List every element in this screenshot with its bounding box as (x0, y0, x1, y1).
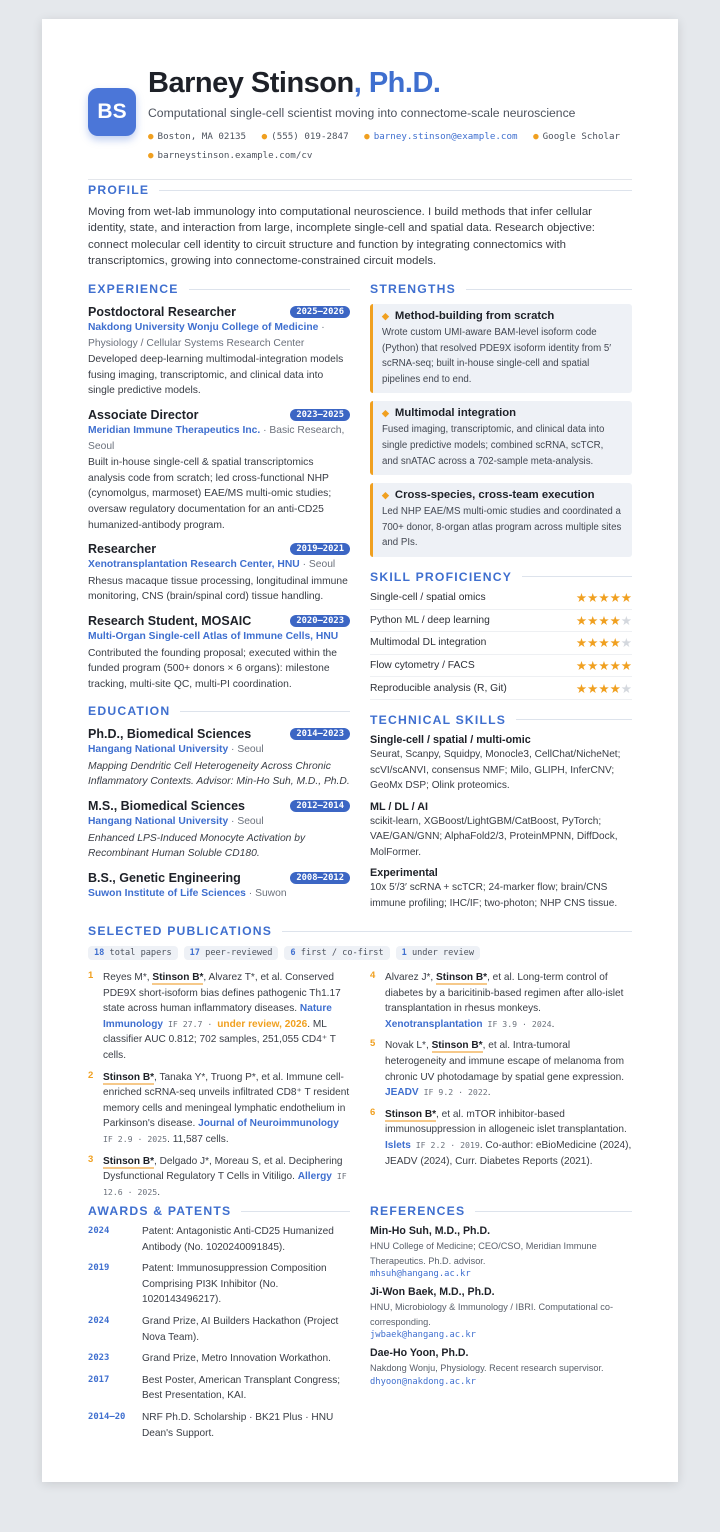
employer (88, 423, 350, 454)
citation-tail: . 11,587 cells. (167, 1133, 229, 1145)
award-year: 2023 (88, 1353, 110, 1364)
publication-citation (385, 970, 632, 1032)
award-year: 2024 (88, 1226, 110, 1236)
publication-item (88, 1154, 350, 1201)
school-location: · Suwon (245, 887, 287, 899)
star-filled-icon: ★ (609, 681, 621, 696)
name-text: Barney Stinson (148, 67, 354, 99)
contact-website-link[interactable]: ● barneystinson.example.com/cv (148, 150, 313, 161)
award-item (88, 1261, 350, 1308)
reference-entry (370, 1286, 632, 1340)
strength-title: Method-building from scratch (394, 310, 555, 322)
stat-number: 6 (290, 948, 296, 958)
reference-email-link[interactable]: mhsuh@hangang.ac.kr (370, 1269, 471, 1280)
reference-name: Dae-Ho Yoon, Ph.D. (370, 1347, 469, 1360)
section-title-strengths: STRENGTHS (370, 282, 632, 296)
right-column (370, 282, 632, 912)
section-title-publications: SELECTED PUBLICATIONS (88, 924, 632, 938)
references-section (370, 1204, 632, 1387)
bullet-icon: ● (148, 131, 154, 142)
profile-text: Moving from wet-lab immunology into computational neuroscience. I build methods that infer cellular identity, state, and interaction from large, incomplete single-cell and spatial data. Research objective: connect molecular cell identity to circuit structure and function by integrating connectomics with transcriptomics, growing into connectome-constrained circuit models. (88, 206, 595, 268)
resume-header (88, 19, 632, 179)
citation-tail: . (157, 1186, 161, 1198)
strength-title: Multimodal integration (394, 407, 517, 420)
references-list (370, 1225, 632, 1387)
school (88, 814, 350, 830)
journal-link[interactable]: Allergy (297, 1171, 332, 1183)
award-item (88, 1351, 350, 1367)
skill-row (370, 655, 632, 678)
tagline: Computational single-cell scientist moving into connectome-scale neuroscience (148, 106, 576, 120)
section-title-profile: PROFILE (88, 183, 632, 197)
experience-entry (88, 542, 350, 605)
skill-row (370, 587, 632, 610)
school-location: · Seoul (228, 744, 264, 756)
bullet-icon: ● (533, 131, 539, 142)
award-year: 2024 (88, 1315, 110, 1326)
star-filled-icon: ★ (598, 613, 610, 628)
employer-detail: · Basic Research, Seoul (88, 424, 345, 452)
skill-row (370, 632, 632, 655)
citation-body: , Delgado J*, Moreau S, et al. Deciphering Dysfunctional Regulatory T Cells in Vitiligo. (103, 1155, 343, 1183)
star-filled-icon: ★ (609, 613, 621, 628)
strength-card (370, 304, 632, 393)
experience-heading (88, 408, 350, 422)
degree-title: B.S., Genetic Engineering (88, 870, 241, 885)
publication-item (88, 970, 350, 1064)
star-filled-icon: ★ (609, 591, 621, 606)
star-empty-icon: ★ (620, 613, 632, 628)
stat-number: 18 (94, 948, 105, 958)
authors-before: Reyes M*, (103, 972, 153, 983)
tech-group-body: 10x 5′/3′ scRNA + scTCR; 24-marker flow; brain/CNS immune profiling; IHC/IF; two-photon; NHP CNS tissue. (370, 882, 618, 910)
job-description: Developed deep-learning multimodal-integration models fusing imaging, transcriptomic, and clinical data into single predictive models. (88, 354, 344, 397)
star-filled-icon: ★ (587, 591, 599, 606)
strength-description: Wrote custom UMI-aware BAM-level isoform code (Python) that resolved PDE9X isoform identity from 5′ scRNA-seq; built in-house single-cell and spatial pipelines end to end. (382, 327, 612, 385)
journal-link[interactable]: Journal of Neuroimmunology (198, 1118, 339, 1130)
date-badge: 2020–2023 (290, 615, 350, 627)
award-year: 2014–20 (88, 1411, 126, 1422)
stat-chip (184, 946, 279, 960)
star-filled-icon: ★ (575, 636, 588, 651)
technical-skills (370, 734, 632, 912)
authors-before: Novak L*, (385, 1040, 432, 1052)
star-filled-icon: ★ (575, 659, 588, 674)
citation-body: , et al. mTOR inhibitor-based immunosuppression in allogeneic islet transplantation. (385, 1108, 627, 1136)
employer-name: Meridian Immune Therapeutics Inc. (88, 424, 261, 436)
publication-number: 2 (88, 1069, 94, 1081)
star-rating (576, 613, 632, 628)
employer-name: Xenotransplantation Research Center, HNU (88, 559, 300, 571)
school-name: Hangang National University (88, 744, 229, 756)
impact-factor: IF 12.6 · 2025 (103, 1171, 347, 1197)
contact-address: ● Boston, MA 02135 (148, 131, 247, 142)
strength-heading (382, 489, 622, 501)
star-rating (576, 590, 632, 605)
star-filled-icon: ★ (587, 613, 599, 628)
publication-number: 6 (370, 1106, 376, 1118)
strength-heading (382, 310, 622, 322)
date-badge: 2025–2026 (290, 306, 350, 318)
section-title-skills: SKILL PROFICIENCY (370, 570, 632, 584)
employer-detail: · Physiology / Cellular Systems Research Center (88, 322, 325, 349)
employer-name: Nakdong University Wonju College of Medicine (88, 322, 319, 333)
citation-tail: . ML classifier AUC 0.812; 702 samples, 251,055 CD4⁺ T cells. (103, 1018, 336, 1061)
author-highlight: Stinson B* (436, 972, 488, 983)
star-rating (576, 681, 632, 696)
experience-entry (88, 305, 350, 399)
star-filled-icon: ★ (575, 591, 588, 606)
publications-section (88, 924, 632, 1200)
section-title-education: EDUCATION (88, 704, 350, 718)
award-item (88, 1314, 350, 1345)
bullet-icon: ● (148, 150, 154, 161)
star-rating (576, 658, 632, 673)
publication-citation (103, 1154, 350, 1201)
stat-label: peer-reviewed (199, 948, 273, 958)
employer-detail: · Seoul (299, 559, 336, 571)
reference-affiliation: HNU College of Medicine; CEO/CSO, Meridian Immune Therapeutics. Ph.D. advisor. (370, 1241, 597, 1266)
star-filled-icon: ★ (587, 681, 599, 696)
awards-section (88, 1204, 350, 1441)
skill-name: Python ML / deep learning (370, 614, 490, 626)
reference-email-link[interactable]: jwbaek@hangang.ac.kr (370, 1330, 476, 1341)
diamond-icon: ◆ (382, 311, 389, 321)
citation-tail: . Co-author: eBioMedicine (2024), JEADV (2024), Curr. Diabetes Reports (2021). (385, 1139, 632, 1167)
author-highlight: Stinson B* (103, 1155, 155, 1167)
thesis-note: Enhanced LPS-Induced Monocyte Activation by Recombinant Human Soluble CD180. (88, 832, 306, 860)
job-description: Built in-house single-cell & spatial transcriptomics analysis code from scratch; led cross-functional NHP (cynomolgus, marmoset) EAE/MS multi-omic studies; oversaw regulatory documentation for an anti-CD25 humanized-antibody program. (88, 457, 332, 531)
education-entry (88, 871, 350, 902)
journal-link[interactable]: JEADV (385, 1087, 419, 1099)
job-title: Associate Director (88, 407, 199, 422)
contact-email-link[interactable]: ● barney.stinson@example.com (364, 131, 518, 142)
tech-group-body: Seurat, Scanpy, Squidpy, Monocle3, CellChat/NicheNet; scVI/scANVI, consensus NMF; Milo, GLIPH, InferCNV; GeoMx DSP; Olink proteomics. (370, 748, 621, 792)
skill-name: Flow cytometry / FACS (370, 660, 475, 672)
tech-group-heading: ML / DL / AI (370, 800, 428, 813)
thesis-note: Mapping Dendritic Cell Heterogeneity Across Chronic Inflammatory Contexts. Advisor: Min-Ho Suh, M.D., Ph.D. (88, 760, 350, 788)
award-text: NRF Ph.D. Scholarship · BK21 Plus · HNU Dean's Support. (142, 1411, 334, 1439)
authors-before: Alvarez J*, (385, 972, 437, 983)
reference-entry (370, 1347, 632, 1387)
impact-factor: IF 2.2 · 2019 (410, 1139, 480, 1150)
award-year: 2017 (88, 1374, 110, 1385)
awards-list (88, 1224, 350, 1441)
publication-item (370, 1107, 632, 1169)
date-badge: 2012–2014 (290, 800, 350, 812)
left-column (88, 282, 350, 901)
education-heading (88, 727, 350, 741)
skill-name: Single-cell / spatial omics (370, 592, 486, 604)
date-badge: 2014–2023 (290, 728, 350, 740)
job-title: Researcher (88, 542, 157, 557)
publication-item (88, 1070, 350, 1148)
star-filled-icon: ★ (598, 681, 610, 696)
author-highlight: Stinson B* (103, 1071, 155, 1083)
star-filled-icon: ★ (620, 591, 632, 606)
contact-list (148, 127, 636, 165)
strength-description: Fused imaging, transcriptomic, and clinical data into single predictive models; combined scRNA, scTCR, and snATAC across a 702-sample meta-analysis. (382, 424, 605, 467)
diamond-icon: ◆ (382, 408, 389, 419)
publication-stats (88, 946, 632, 960)
skill-list (370, 587, 632, 700)
stat-chip (396, 946, 480, 960)
experience-heading (88, 305, 350, 319)
date-badge: 2019–2021 (290, 543, 350, 555)
tech-group-body: scikit-learn, XGBoost/LightGBM/CatBoost, PyTorch; VAE/GAN/GNN; AlphaFold2/3, ProteinMPNN, DiffDock, MolFormer. (370, 815, 618, 858)
experience-list (88, 305, 350, 692)
publication-item (370, 970, 632, 1032)
award-text: Grand Prize, AI Builders Hackathon (Project Nova Team). (142, 1315, 339, 1343)
strength-card (370, 483, 632, 557)
tech-group-heading: Single-cell / spatial / multi-omic (370, 733, 531, 746)
education-entry (88, 799, 350, 862)
section-title-experience: EXPERIENCE (88, 282, 350, 296)
strengths-list (370, 304, 632, 557)
employer-name: Multi-Organ Single-cell Atlas of Immune Cells, HNU (88, 630, 339, 642)
section-title-awards: AWARDS & PATENTS (88, 1204, 350, 1218)
publication-number: 1 (88, 970, 94, 981)
reference-affiliation: HNU, Microbiology & Immunology / IBRI. Computational co-corresponding. (370, 1302, 614, 1327)
impact-factor: IF 3.9 · 2024 (482, 1018, 552, 1029)
star-rating (576, 635, 632, 650)
award-item (88, 1410, 350, 1441)
strength-card (370, 401, 632, 475)
bullet-icon: ● (261, 131, 268, 142)
author-highlight: Stinson B* (431, 1040, 483, 1052)
publication-list-right (370, 964, 632, 1200)
experience-entry (88, 408, 350, 533)
strength-title: Cross-species, cross-team execution (394, 489, 595, 502)
journal-link[interactable]: Islets (385, 1139, 411, 1151)
education-list (88, 727, 350, 901)
strength-description: Led NHP EAE/MS multi-omic studies and coordinated a 700+ donor, 8-organ atlas program across multiple sites and PIs. (382, 506, 622, 549)
candidate-name (148, 67, 440, 100)
publication-citation (385, 1038, 632, 1100)
employer (88, 629, 350, 645)
star-empty-icon: ★ (620, 681, 632, 696)
stat-label: total papers (104, 948, 172, 958)
school-location: · Seoul (228, 816, 264, 828)
award-text: Patent: Antagonistic Anti-CD25 Humanized Antibody (No. 1020240091845). (142, 1226, 334, 1253)
experience-heading (88, 614, 350, 628)
skill-name: Reproducible analysis (R, Git) (370, 682, 507, 694)
star-empty-icon: ★ (620, 636, 632, 651)
employer (88, 557, 350, 573)
reference-name: Ji-Won Baek, M.D., Ph.D. (370, 1286, 495, 1299)
publication-number: 5 (370, 1038, 376, 1050)
job-description: Rhesus macaque tissue processing, longitudinal immune monitoring, CNS (brain/spinal cord) tissue handling. (88, 575, 348, 603)
journal-link[interactable]: Nature Immunology (103, 1003, 332, 1030)
star-filled-icon: ★ (598, 659, 610, 674)
degree-text: , Ph.D. (353, 67, 441, 99)
section-title-references: REFERENCES (370, 1204, 632, 1218)
education-heading (88, 871, 350, 885)
citation-tail: . (487, 1087, 491, 1099)
author-highlight: Stinson B* (385, 1108, 437, 1120)
award-item (88, 1373, 350, 1404)
degree-title: Ph.D., Biomedical Sciences (88, 727, 252, 742)
job-title: Postdoctoral Researcher (88, 305, 236, 319)
star-filled-icon: ★ (575, 613, 588, 628)
stat-label: under review (406, 948, 475, 958)
impact-factor: IF 2.9 · 2025 (103, 1133, 168, 1144)
contact-phone[interactable]: ● (555) 019-2847 (261, 131, 349, 142)
section-title-technical: TECHNICAL SKILLS (370, 713, 632, 727)
skill-row (370, 610, 632, 633)
star-filled-icon: ★ (598, 636, 610, 651)
strength-heading (382, 407, 622, 419)
school-name: Hangang National University (88, 816, 229, 828)
star-filled-icon: ★ (575, 681, 588, 696)
publication-number: 3 (88, 1153, 94, 1165)
star-filled-icon: ★ (609, 659, 621, 674)
tech-group-heading: Experimental (370, 867, 438, 880)
award-item (88, 1224, 350, 1255)
publication-number: 4 (370, 970, 376, 981)
date-badge: 2008–2012 (290, 872, 350, 884)
star-filled-icon: ★ (609, 636, 621, 651)
education-entry (88, 727, 350, 790)
stat-number: 17 (189, 948, 200, 958)
impact-factor: IF 9.2 · 2022 (418, 1087, 488, 1098)
citation-tail: . (551, 1018, 555, 1030)
skill-row (370, 677, 632, 700)
experience-heading (88, 542, 350, 556)
date-badge: 2023–2025 (290, 409, 350, 421)
star-filled-icon: ★ (620, 659, 632, 674)
author-highlight: Stinson B* (152, 972, 204, 983)
citation-body: , et al. Intra-tumoral heterogeneity and immune escape of melanoma from chronic UV photodamage by spatial gene expression. (385, 1040, 625, 1083)
star-filled-icon: ★ (587, 636, 599, 651)
experience-entry (88, 614, 350, 692)
reference-email-link[interactable]: dhyoon@nakdong.ac.kr (370, 1376, 476, 1387)
star-filled-icon: ★ (598, 591, 610, 606)
monogram-avatar: BS (88, 88, 136, 136)
publication-citation (103, 1070, 350, 1148)
impact-factor: IF 27.7 · (163, 1018, 218, 1029)
publication-item (370, 1038, 632, 1100)
header-divider (88, 179, 632, 180)
school-name: Suwon Institute of Life Sciences (88, 887, 246, 899)
job-title: Research Student, MOSAIC (88, 613, 252, 628)
bullet-icon: ● (364, 131, 370, 142)
stat-chip (284, 946, 389, 960)
star-filled-icon: ★ (587, 659, 599, 674)
publication-citation (103, 970, 350, 1064)
reference-name: Min-Ho Suh, M.D., Ph.D. (370, 1225, 491, 1237)
stat-label: first / co-first (295, 948, 384, 958)
employer (88, 320, 350, 351)
citation-body: , Alvarez T*, et al. Conserved PDE9X short-isoform bias defines pathogenic Th1.17 state across human inflammatory diseases. (103, 972, 341, 1015)
contact-scholar-link[interactable]: ● Google Scholar (533, 131, 621, 142)
school (88, 742, 350, 758)
citation-body: , Tanaka Y*, Truong P*, et al. Immune cell-enriched scRNA-seq unveils infiltrated CD8⁺ T resident memory cells and meningeal lymphatic endothelium in Parkinson's disease. (103, 1071, 350, 1130)
award-text: Best Poster, American Transplant Congress; Best Presentation, KAI. (142, 1374, 341, 1402)
resume-page (42, 19, 678, 1482)
profile-section (88, 183, 632, 270)
stat-chip (88, 946, 178, 960)
award-year: 2019 (88, 1263, 110, 1274)
stat-number: 1 (401, 948, 407, 958)
review-status: under review, 2026 (217, 1018, 308, 1030)
job-description: Contributed the founding proposal; executed within the funded program (500+ donors × 6 organs): milestone tracking, multi-site QC, multi-PI coordination. (88, 647, 338, 690)
award-text: Patent: Immunosuppression Composition Comprising PI3K Inhibitor (No. 1020143496217). (142, 1263, 327, 1306)
education-heading (88, 799, 350, 813)
school (88, 886, 350, 902)
reference-affiliation: Nakdong Wonju, Physiology. Recent research supervisor. (370, 1363, 604, 1374)
journal-link[interactable]: Xenotransplantation (385, 1018, 483, 1030)
reference-entry (370, 1225, 632, 1279)
citation-body: , et al. Long-term control of diabetes by a baricitinib-based regimen after allo-islet transplantation in rhesus monkeys. (385, 972, 624, 1015)
diamond-icon: ◆ (382, 490, 389, 501)
publication-citation (385, 1107, 632, 1169)
degree-title: M.S., Biomedical Sciences (88, 799, 246, 814)
award-text: Grand Prize, Metro Innovation Workathon. (142, 1353, 331, 1365)
publication-list-left (88, 964, 350, 1200)
skill-name: Multimodal DL integration (370, 637, 487, 649)
